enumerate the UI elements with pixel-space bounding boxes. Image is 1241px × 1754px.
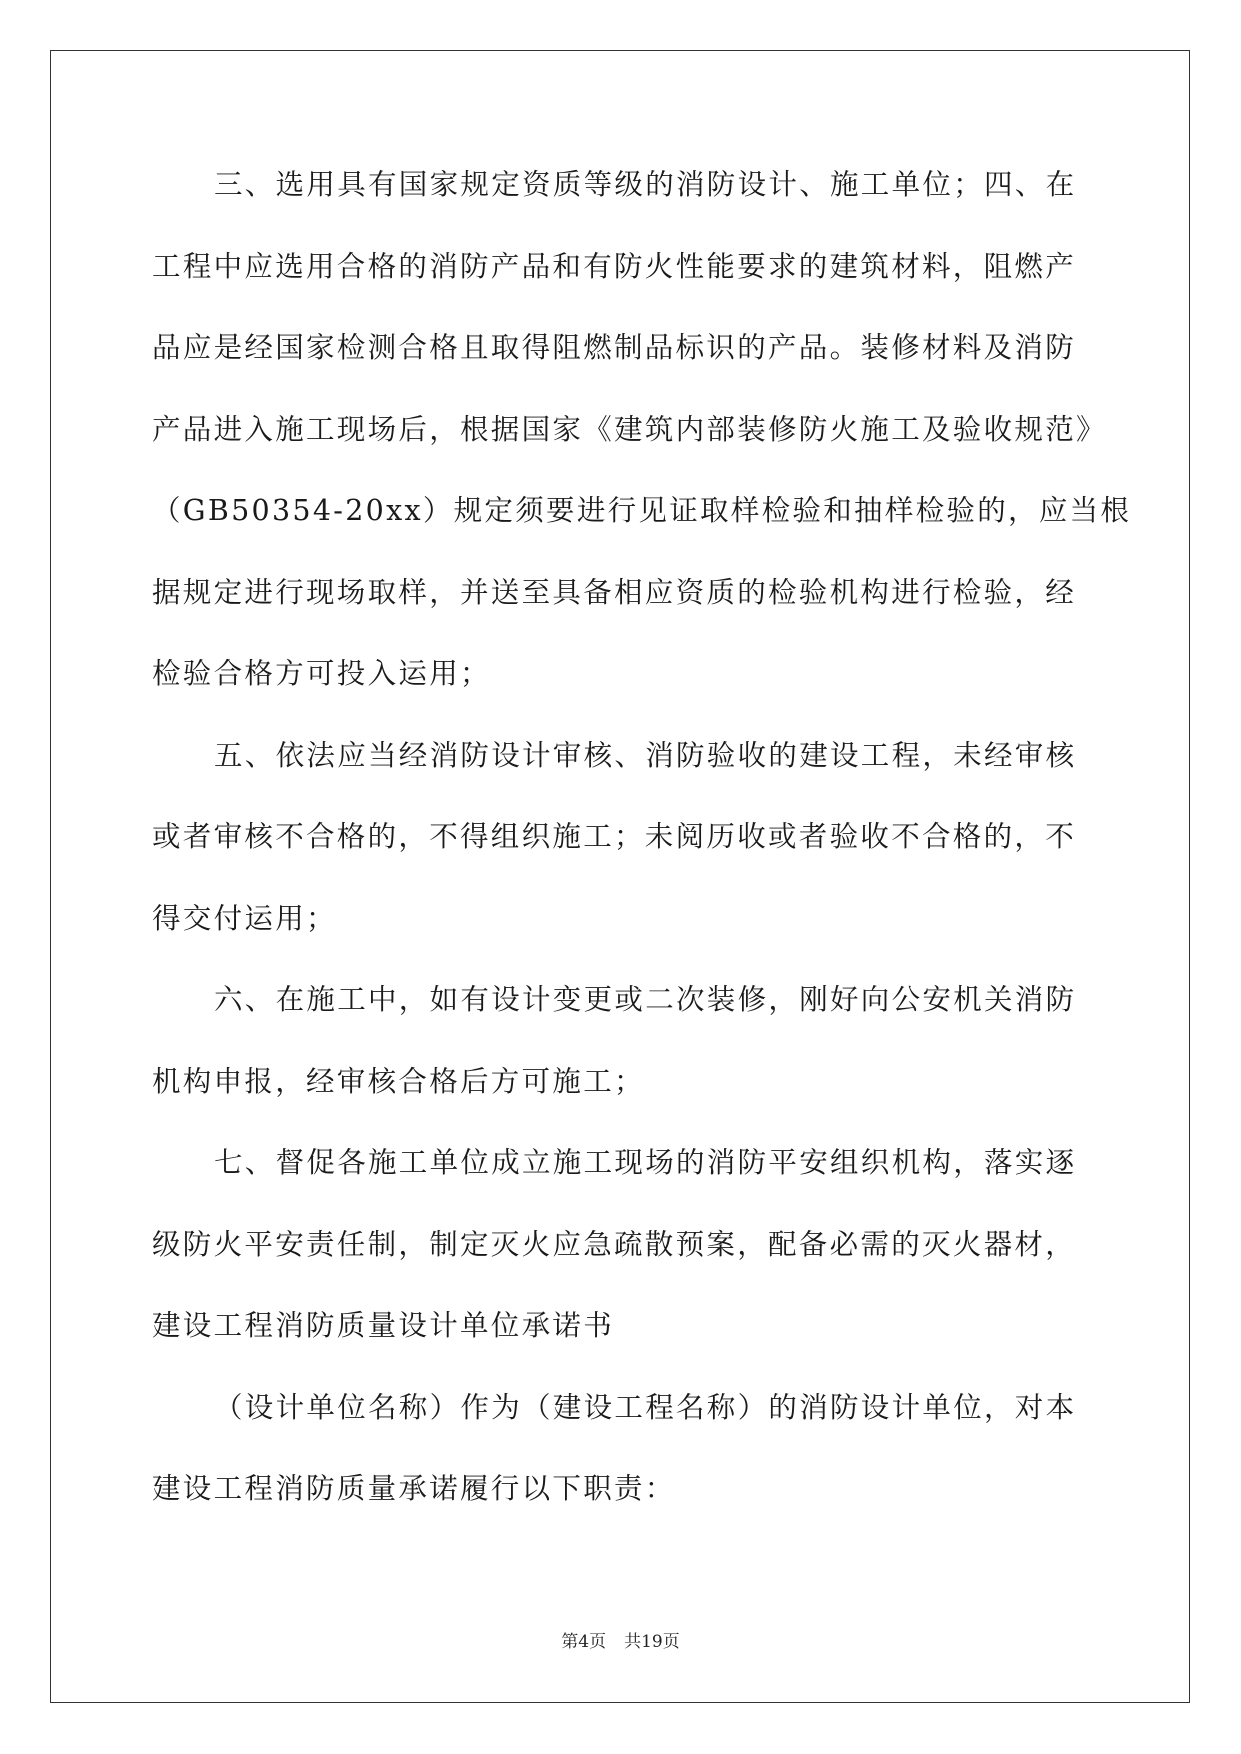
text-line: （GB50354-20xx）规定须要进行见证取样检验和抽样检验的，应当根 [152, 494, 1132, 527]
paragraph-item-5 [152, 733, 1092, 978]
text-line: 或者审核不合格的，不得组织施工；未阅历收或者验收不合格的，不 [152, 820, 1077, 853]
text-line: 五、依法应当经消防设计审核、消防验收的建设工程，未经审核 [214, 738, 1077, 772]
paragraph-item-7 [152, 1140, 1092, 1303]
page-footer [0, 1627, 1241, 1652]
text-line: 七、督促各施工单位成立施工现场的消防平安组织机构，落实逐 [214, 1146, 1077, 1179]
text-line: 三、选用具有国家规定资质等级的消防设计、施工单位；四、在 [214, 168, 1077, 201]
paragraph-item-3-4 [152, 162, 1132, 733]
section-title [152, 1303, 1092, 1385]
text-line: 六、在施工中，如有设计变更或二次装修，刚好向公安机关消防 [214, 983, 1077, 1016]
text-line: 级防火平安责任制，制定灭火应急疏散预案，配备必需的灭火器材， [152, 1227, 1077, 1261]
text-line: 建设工程消防质量承诺履行以下职责： [152, 1472, 676, 1505]
text-line: 检验合格方可投入运用； [152, 657, 491, 690]
paragraph-commitment [152, 1385, 1092, 1548]
text-line: 品应是经国家检测合格且取得阻燃制品标识的产品。装修材料及消防 [152, 331, 1077, 364]
page-total: 共19页 [624, 1632, 680, 1652]
page-number: 第4页 [561, 1632, 607, 1652]
text-line: 建设工程消防质量设计单位承诺书 [152, 1309, 615, 1342]
text-line: 工程中应选用合格的消防产品和有防火性能要求的建筑材料，阻燃产 [152, 249, 1077, 283]
text-line: 得交付运用； [152, 901, 337, 935]
text-line: 据规定进行现场取样，并送至具备相应资质的检验机构进行检验，经 [152, 575, 1077, 609]
text-line: 产品进入施工现场后，根据国家《建筑内部装修防火施工及验收规范》 [152, 412, 1107, 446]
document-body [152, 162, 1132, 1548]
paragraph-item-6 [152, 977, 1092, 1140]
text-line: （设计单位名称）作为（建设工程名称）的消防设计单位，对本 [214, 1390, 1077, 1424]
text-line: 机构申报，经审核合格后方可施工； [152, 1064, 645, 1098]
